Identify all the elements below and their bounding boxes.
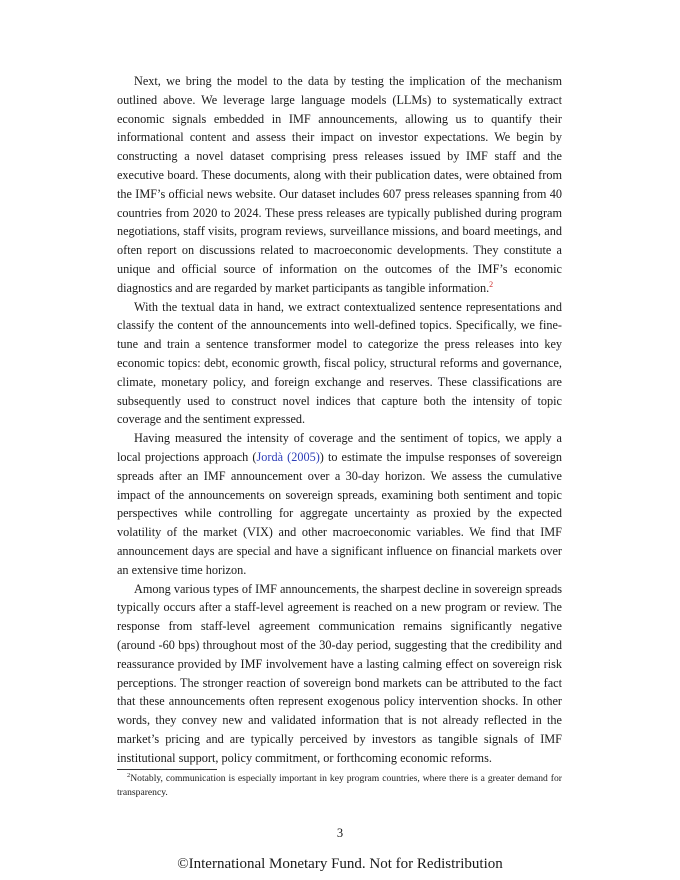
copyright-notice: ©International Monetary Fund. Not for Redistribution xyxy=(177,856,503,872)
footnote-number: 2 xyxy=(127,771,131,779)
paragraph-1-text: Next, we bring the model to the data by testing the implication of the mechanism outlined above. We leverage large language models (LLMs) to systematically extract economic signals embedded in IMF announcements, allowing us to quantify their informational content and assess their impact on investor expectations. We begin by constructing a novel dataset comprising press releases issued by IMF staff and the executive board. These documents, along with their publication dates, were obtained from the IMF’s official news website. Our dataset includes 607 press releases spanning from 40 countries from 2020 to 2024. These press releases are typically published during program negotiations, staff visits, program reviews, surveillance missions, and board meetings, and often report on discussions related to macroeconomic developments. They constitute a unique and official source of information on the outcomes of the IMF’s economic diagnostics and are regarded by market participants as tangible information. xyxy=(117,74,562,295)
citation-year-link[interactable]: 2005 xyxy=(291,449,316,464)
main-text xyxy=(117,72,562,767)
page-number: 3 xyxy=(336,826,344,840)
footnote-rule xyxy=(117,769,217,770)
paragraph-3 xyxy=(117,429,562,579)
paragraph-4 xyxy=(117,580,562,768)
paragraph-2 xyxy=(117,298,562,430)
paragraph-1 xyxy=(117,72,562,298)
citation-author-link[interactable]: Jordà xyxy=(256,449,284,464)
paragraph-3-text-before: Having measured the intensity of coverage and the sentiment of topics, we apply a local projections approach ( xyxy=(117,431,562,464)
citation-open-paren: ( xyxy=(283,449,292,464)
paragraph-2-text: With the textual data in hand, we extract contextualized sentence representations and classify the content of the announcements into well-defined topics. Specifically, we fine-tune and train a sentence transformer model to categorize the press releases into key economic topics: debt, economic growth, fiscal policy, structural reforms and governance, climate, monetary policy, and foreign exchange and reserves. These classifications are subsequently used to construct novel indices that capture both the intensity of topic coverage and the sentiment expressed. xyxy=(117,299,562,427)
footnote-marker[interactable]: 2 xyxy=(489,279,494,289)
paragraph-3-text-after: ) to estimate the impulse responses of sovereign spreads after an IMF announcement over a 30-day horizon. We assess the cumulative impact of the announcements on sovereign spreads, examining both sentiment and topic perspectives while controlling for aggregate uncertainty as proxied by the expected volatility of the market (VIX) and other macroeconomic variables. We find that IMF announcement days are special and have a significant influence on financial markets over an extensive time horizon. xyxy=(117,449,562,577)
footnote-text: Notably, communication is especially important in key program countries, where there is a greater demand for transparency. xyxy=(117,773,562,798)
paragraph-4-text: Among various types of IMF announcements, the sharpest decline in sovereign spreads typically occurs after a staff-level agreement is reached on a new program or review. The response from staff-level agreement communication remains significantly negative (around -60 bps) throughout most of the 30-day period, suggesting that the credibility and reassurance provided by IMF involvement have a lasting calming effect on sovereign risk perceptions. The stronger reaction of sovereign bond markets can be attributed to the fact that these announcements often represent exogenous policy intervention shocks. In other words, they convey new and validated information that is not already reflected in the market’s pricing and are typically perceived by investors as tangible signals of IMF institutional support, policy commitment, or forthcoming economic reforms. xyxy=(117,581,562,765)
citation-close-paren: ) xyxy=(315,449,320,464)
footnote xyxy=(117,772,562,800)
